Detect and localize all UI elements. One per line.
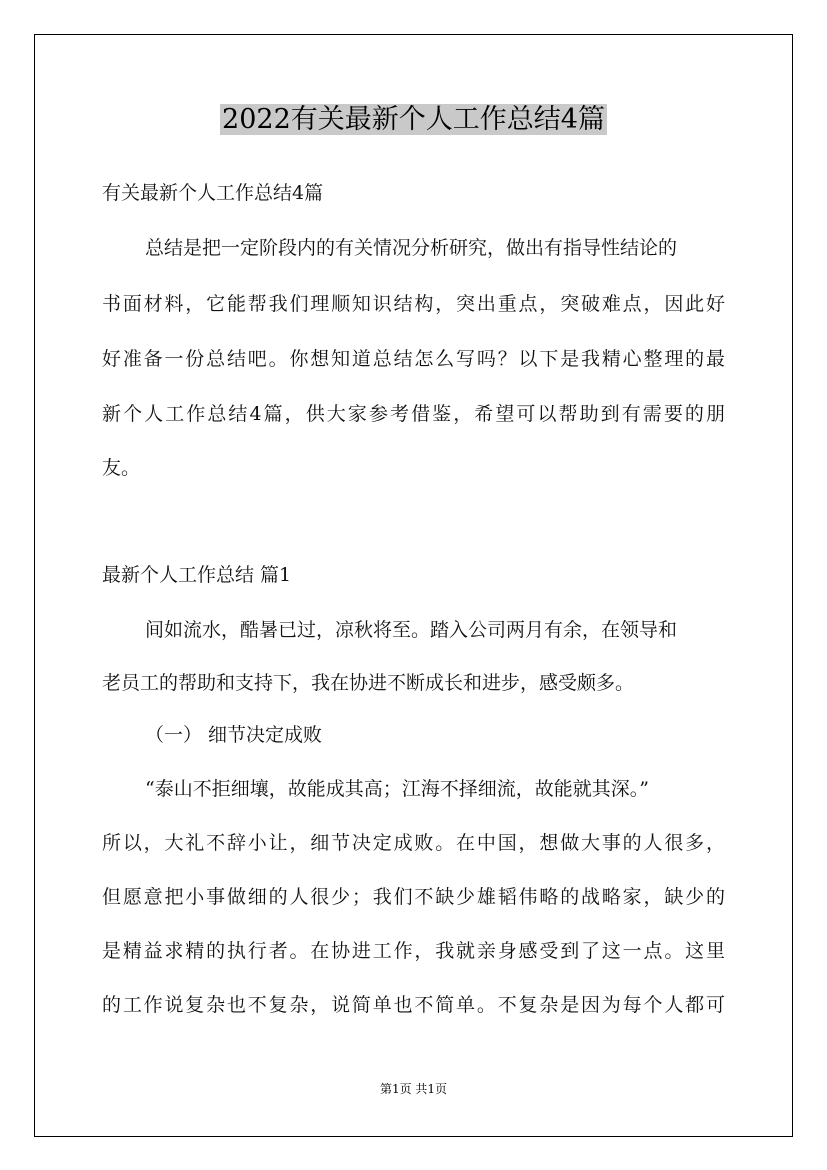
intro-line-1: 总结是把一定阶段内的有关情况分析研究，做出有指导性结论的 — [145, 237, 678, 259]
document-title — [0, 98, 827, 142]
quote-line-4: 是精益求精的执行者。在协进工作，我就亲身感受到了这一点。这里 — [102, 940, 725, 962]
quote-line-3: 但愿意把小事做细的人很少；我们不缺少雄韬伟略的战略家，缺少的 — [102, 886, 725, 908]
section-heading: 最新个人工作总结 篇1 — [102, 564, 292, 586]
section-line-1: 间如流水，酷暑已过，凉秋将至。踏入公司两月有余，在领导和 — [145, 619, 678, 641]
page-footer: 第1页 共1页 — [379, 1082, 448, 1096]
quote-line-1: “泰山不拒细壤，故能成其高；江海不择细流，故能就其深。” — [145, 778, 649, 800]
intro-line-2: 书面材料，它能帮我们理顺知识结构，突出重点，突破难点，因此好 — [102, 293, 725, 315]
intro-line-3: 好准备一份总结吧。你想知道总结怎么写吗？以下是我精心整理的最 — [102, 348, 725, 370]
section-line-2: 老员工的帮助和支持下，我在协进不断成长和进步，感受颇多。 — [102, 672, 635, 694]
sub-heading: （一） 细节决定成败 — [145, 724, 323, 746]
intro-line-4: 新个人工作总结4篇，供大家参考借鉴，希望可以帮助到有需要的朋 — [102, 403, 725, 425]
quote-line-5: 的工作说复杂也不复杂，说简单也不简单。不复杂是因为每个人都可 — [102, 994, 725, 1016]
intro-line-5: 友。 — [102, 457, 141, 479]
document-title-text: 2022有关最新个人工作总结4篇 — [222, 104, 605, 135]
quote-line-2: 所以，大礼不辞小让，细节决定成败。在中国，想做大事的人很多， — [102, 832, 725, 854]
document-subtitle: 有关最新个人工作总结4篇 — [102, 182, 324, 204]
